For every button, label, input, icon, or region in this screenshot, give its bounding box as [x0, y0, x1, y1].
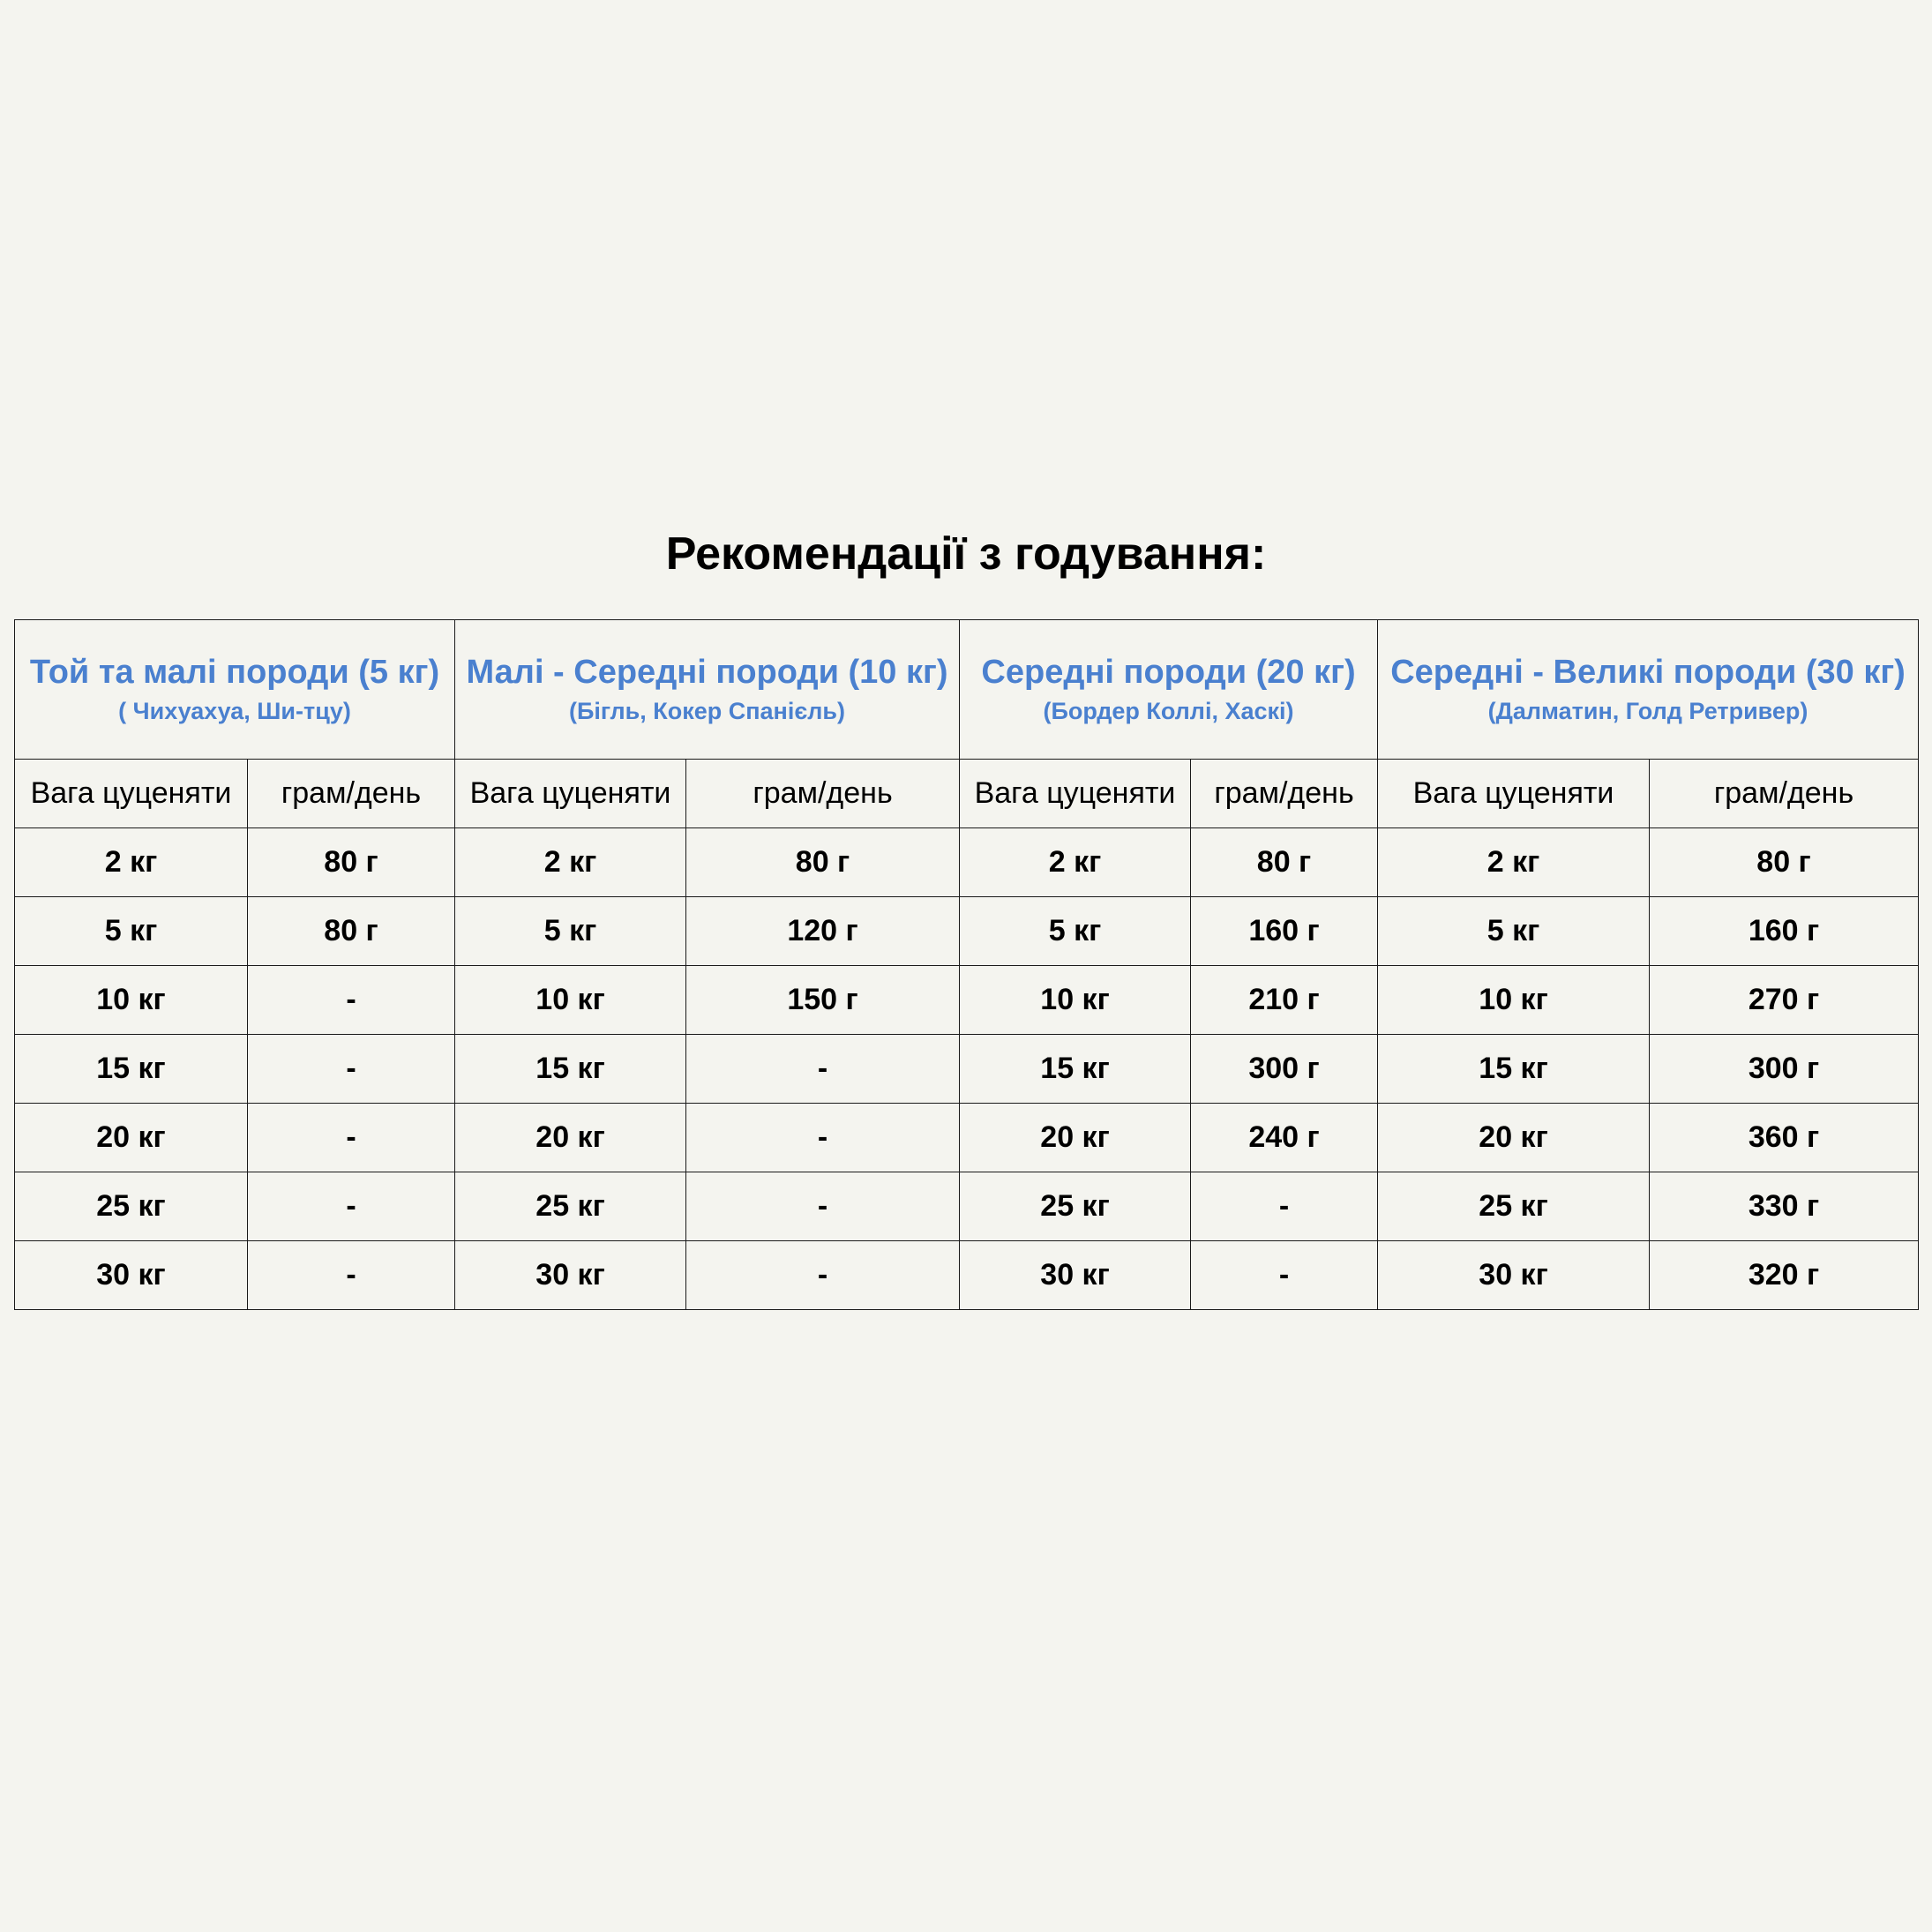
column-header-grams: грам/день: [686, 760, 960, 828]
group-name: Той та малі породи (5 кг): [29, 653, 440, 691]
grams-cell: 80 г: [1650, 828, 1919, 897]
grams-cell: -: [1191, 1241, 1378, 1310]
grams-cell: -: [248, 1104, 455, 1172]
grams-cell: -: [686, 1172, 960, 1241]
column-header-row: [15, 760, 1919, 828]
grams-cell: -: [1191, 1172, 1378, 1241]
grams-cell: -: [248, 1241, 455, 1310]
weight-cell: 20 кг: [15, 1104, 248, 1172]
group-header-medium: [960, 620, 1378, 760]
weight-cell: 25 кг: [960, 1172, 1191, 1241]
table-row: [15, 1104, 1919, 1172]
weight-cell: 15 кг: [1378, 1035, 1650, 1104]
grams-cell: 150 г: [686, 966, 960, 1035]
weight-cell: 2 кг: [15, 828, 248, 897]
grams-cell: 120 г: [686, 897, 960, 966]
group-header-small-medium: [455, 620, 960, 760]
group-name: Середні породи (20 кг): [981, 653, 1356, 691]
group-breeds: (Бігль, Кокер Спанієль): [569, 697, 846, 724]
weight-cell: 25 кг: [1378, 1172, 1650, 1241]
group-header-row: [15, 620, 1919, 760]
grams-cell: -: [248, 966, 455, 1035]
grams-cell: 300 г: [1191, 1035, 1378, 1104]
weight-cell: 25 кг: [15, 1172, 248, 1241]
grams-cell: 300 г: [1650, 1035, 1919, 1104]
feeding-table: [14, 619, 1919, 1310]
grams-cell: -: [248, 1035, 455, 1104]
column-header-weight: Вага цуценяти: [455, 760, 686, 828]
column-header-weight: Вага цуценяти: [1378, 760, 1650, 828]
group-breeds: ( Чихуахуа, Ши-тцу): [118, 697, 351, 724]
group-header-toy-small: [15, 620, 455, 760]
grams-cell: 210 г: [1191, 966, 1378, 1035]
weight-cell: 30 кг: [1378, 1241, 1650, 1310]
column-header-grams: грам/день: [1650, 760, 1919, 828]
grams-cell: -: [686, 1104, 960, 1172]
weight-cell: 5 кг: [455, 897, 686, 966]
weight-cell: 20 кг: [960, 1104, 1191, 1172]
weight-cell: 30 кг: [15, 1241, 248, 1310]
grams-cell: -: [686, 1035, 960, 1104]
weight-cell: 2 кг: [1378, 828, 1650, 897]
grams-cell: -: [686, 1241, 960, 1310]
table-row: [15, 1172, 1919, 1241]
weight-cell: 10 кг: [15, 966, 248, 1035]
column-header-grams: грам/день: [1191, 760, 1378, 828]
grams-cell: 160 г: [1650, 897, 1919, 966]
grams-cell: 270 г: [1650, 966, 1919, 1035]
column-header-weight: Вага цуценяти: [15, 760, 248, 828]
grams-cell: 330 г: [1650, 1172, 1919, 1241]
table-row: [15, 897, 1919, 966]
weight-cell: 30 кг: [455, 1241, 686, 1310]
page-title: Рекомендації з годування:: [665, 528, 1267, 580]
group-name: Малі - Середні породи (10 кг): [466, 653, 948, 691]
weight-cell: 2 кг: [960, 828, 1191, 897]
group-breeds: (Бордер Коллі, Хаскі): [1043, 697, 1294, 724]
table-row: [15, 966, 1919, 1035]
weight-cell: 10 кг: [960, 966, 1191, 1035]
weight-cell: 5 кг: [15, 897, 248, 966]
table-row: [15, 828, 1919, 897]
grams-cell: 80 г: [248, 828, 455, 897]
grams-cell: 80 г: [686, 828, 960, 897]
table-row: [15, 1035, 1919, 1104]
grams-cell: 160 г: [1191, 897, 1378, 966]
grams-cell: 240 г: [1191, 1104, 1378, 1172]
grams-cell: 320 г: [1650, 1241, 1919, 1310]
table-row: [15, 1241, 1919, 1310]
weight-cell: 5 кг: [960, 897, 1191, 966]
column-header-weight: Вага цуценяти: [960, 760, 1191, 828]
weight-cell: 20 кг: [1378, 1104, 1650, 1172]
weight-cell: 10 кг: [1378, 966, 1650, 1035]
weight-cell: 20 кг: [455, 1104, 686, 1172]
grams-cell: 80 г: [1191, 828, 1378, 897]
weight-cell: 2 кг: [455, 828, 686, 897]
weight-cell: 15 кг: [15, 1035, 248, 1104]
weight-cell: 25 кг: [455, 1172, 686, 1241]
weight-cell: 30 кг: [960, 1241, 1191, 1310]
group-name: Середні - Великі породи (30 кг): [1390, 653, 1906, 691]
weight-cell: 10 кг: [455, 966, 686, 1035]
grams-cell: -: [248, 1172, 455, 1241]
weight-cell: 15 кг: [455, 1035, 686, 1104]
weight-cell: 15 кг: [960, 1035, 1191, 1104]
grams-cell: 360 г: [1650, 1104, 1919, 1172]
column-header-grams: грам/день: [248, 760, 455, 828]
grams-cell: 80 г: [248, 897, 455, 966]
group-breeds: (Далматин, Голд Ретривер): [1487, 697, 1808, 724]
group-header-medium-large: [1378, 620, 1919, 760]
weight-cell: 5 кг: [1378, 897, 1650, 966]
